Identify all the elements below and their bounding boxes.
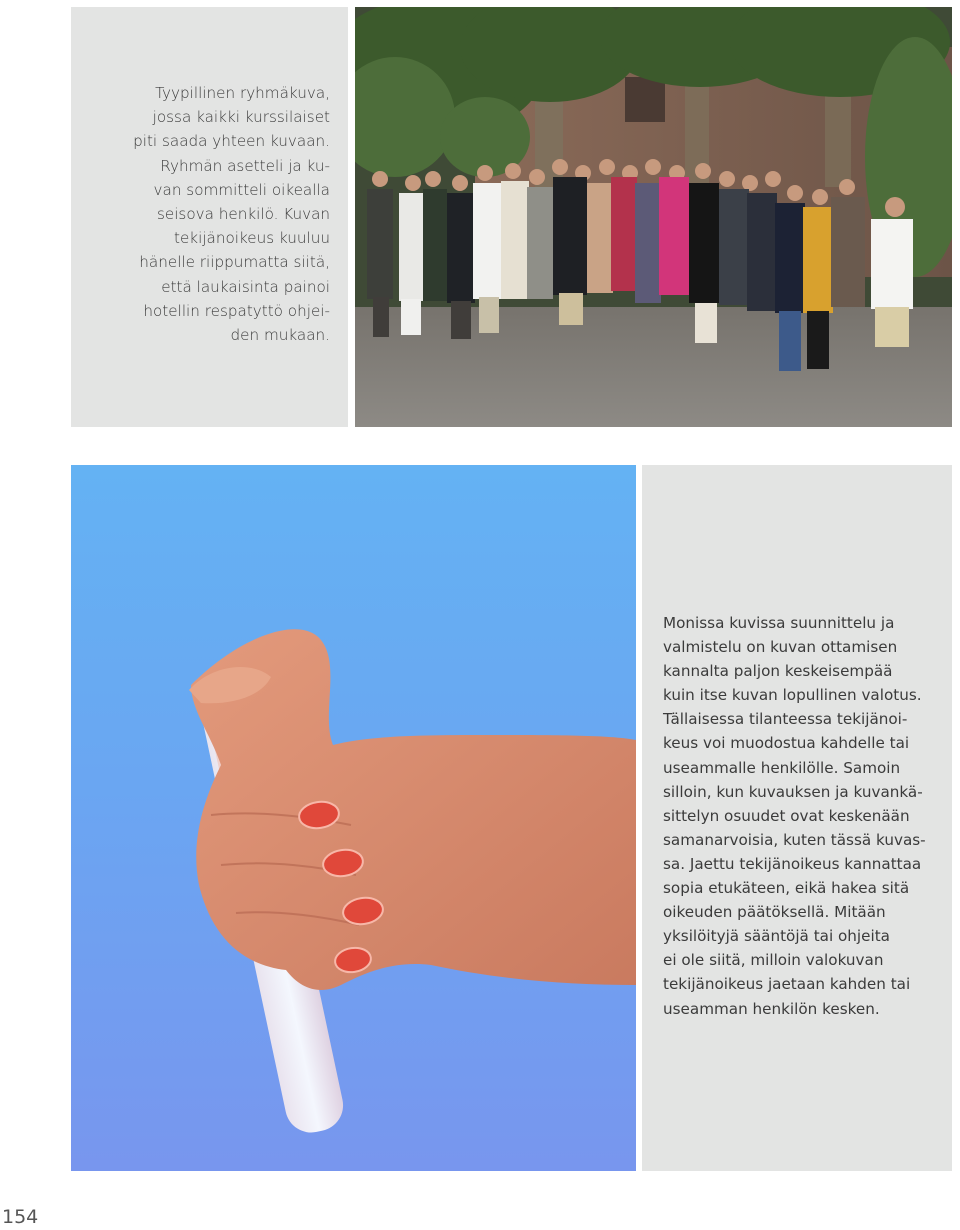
body-line: samanarvoisia, kuten tässä kuvas-: [663, 830, 926, 849]
caption-line: seisova henkilö. Kuvan: [156, 205, 330, 224]
group-photo: [355, 7, 952, 427]
body-line: sittelyn osuudet ovat keskenään: [663, 806, 910, 825]
hand-photo: [71, 465, 636, 1171]
body-line: Monissa kuvissa suunnittelu ja: [663, 614, 895, 632]
body-line: sopia etukäteen, eikä hakea sitä: [663, 879, 910, 898]
caption-line: den mukaan.: [230, 326, 330, 345]
hand-illustration: [71, 465, 636, 1171]
caption-line: van sommitteli oikealla: [153, 180, 330, 199]
page-number: 154: [2, 1206, 39, 1228]
body-line: useammalle henkilölle. Samoin: [663, 758, 901, 777]
body-line: sa. Jaettu tekijänoikeus kannattaa: [663, 854, 922, 873]
caption-line: piti saada yhteen kuvaan.: [133, 132, 330, 151]
body-panel: [642, 465, 952, 1171]
group-photo-illustration: [355, 7, 952, 427]
caption-line: että laukaisinta painoi: [161, 277, 330, 296]
caption-line: Ryhmän asetteli ja ku-: [160, 156, 330, 175]
body-line: yksilöityjä sääntöjä tai ohjeita: [663, 927, 890, 946]
caption-text: [115, 81, 330, 347]
caption-line: hänelle riippumatta siitä,: [139, 253, 330, 272]
caption-panel: [71, 7, 348, 427]
body-line: ei ole siitä, milloin valokuvan: [663, 951, 884, 970]
caption-line: hotellin respatyttö ohjei-: [143, 301, 330, 320]
body-line: kuin itse kuvan lopullinen valotus.: [663, 686, 922, 705]
body-line: Tällaisessa tilanteessa tekijänoi-: [663, 710, 908, 729]
body-line: tekijänoikeus jaetaan kahden tai: [663, 975, 911, 994]
caption-line: Tyypillinen ryhmäkuva,: [155, 84, 330, 102]
body-line: oikeuden päätöksellä. Mitään: [663, 903, 886, 922]
body-text: [663, 611, 943, 1021]
caption-line: tekijänoikeus kuuluu: [174, 229, 330, 248]
body-line: keus voi muodostua kahdelle tai: [663, 734, 910, 753]
body-line: kannalta paljon keskeisempää: [663, 662, 893, 681]
body-line: silloin, kun kuvauksen ja kuvankä-: [663, 782, 923, 801]
caption-line: jossa kaikki kurssilaiset: [152, 108, 330, 127]
body-line: valmistelu on kuvan ottamisen: [663, 638, 898, 657]
body-line: useamman henkilön kesken.: [663, 999, 880, 1018]
